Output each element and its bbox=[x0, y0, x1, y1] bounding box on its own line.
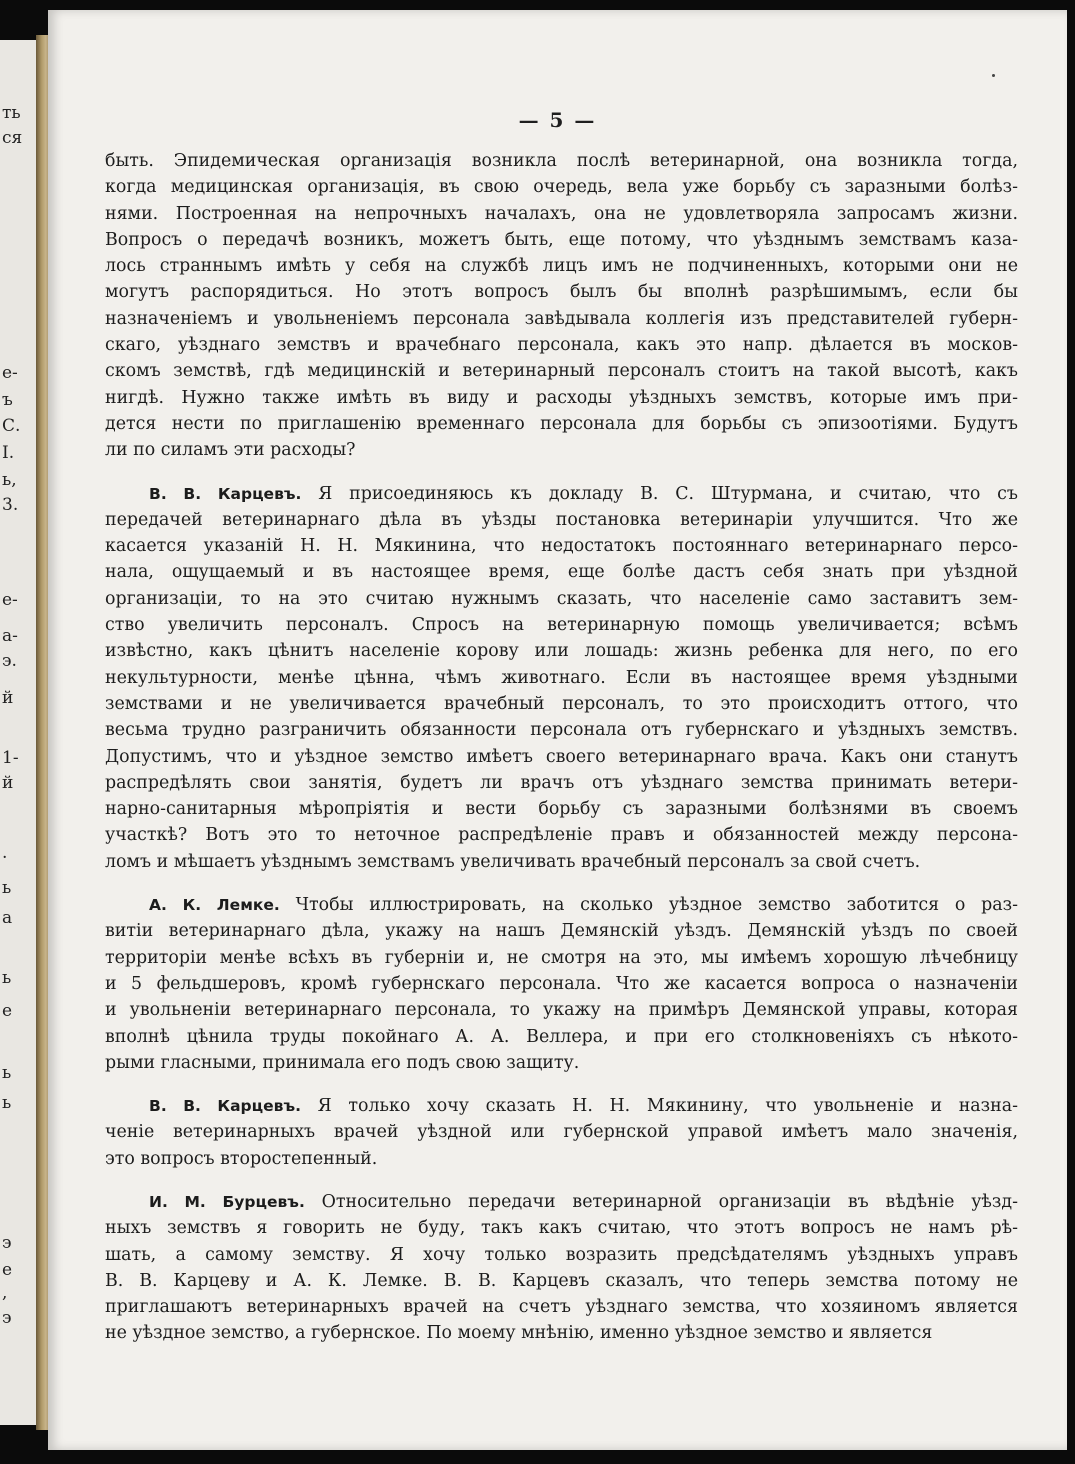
adjacent-page-fragment: 3. bbox=[2, 495, 19, 515]
line-text: Чтобы иллюстрировать, на сколько уѣздное земство заботится о раз- bbox=[279, 895, 1018, 916]
text-line: приглашаютъ ветеринарныхъ врачей на счетъ уѣзднаго земства, что хозяиномъ является bbox=[105, 1297, 1018, 1318]
text-line: организаціи, то на это считаю нужнымъ сказать, что населеніе само заставитъ зем- bbox=[105, 588, 1018, 609]
text-line: весьма трудно разграничить обязанности персонала отъ губернскаго и уѣздныхъ земствъ. bbox=[105, 720, 1018, 741]
text-line bbox=[105, 481, 1018, 507]
text-line: когда медицинская организація, въ свою очередь, вела уже борьбу съ заразными болѣз- bbox=[105, 177, 1018, 198]
text-line: это вопросъ второстепенный. bbox=[105, 1148, 378, 1169]
adjacent-page-fragment: е- bbox=[2, 590, 18, 610]
adjacent-page-fragment: э bbox=[2, 1308, 12, 1328]
adjacent-page-fragment: е- bbox=[2, 363, 18, 383]
text-line: скаго, уѣзднаго земствъ и врачебнаго персонала, какъ это напр. дѣлается въ москов- bbox=[105, 335, 1018, 356]
adjacent-page-fragment: ь bbox=[2, 968, 12, 988]
text-line: дется нести по приглашенію временнаго персонала для борьбы съ эпизоотіями. Будутъ bbox=[105, 413, 1018, 434]
adjacent-page-fragment: ь bbox=[2, 1093, 12, 1113]
text-line: земствами и не увеличивается врачебный персоналъ, то это происходитъ оттого, что bbox=[105, 693, 1018, 714]
adjacent-page-fragment: ъ bbox=[2, 390, 13, 410]
adjacent-page-fragment: ть bbox=[2, 103, 21, 123]
text-line: быть. Эпидемическая организація возникла послѣ ветеринарной, она возникла тогда, bbox=[105, 151, 1018, 171]
text-line: касается указаній Н. Н. Мякинина, что недостатокъ постояннаго ветеринарнаго персо- bbox=[105, 536, 1018, 557]
paragraph-gap bbox=[105, 1172, 1018, 1189]
text-line: ломъ и мѣшаетъ уѣзднымъ земствамъ увеличивать врачебный персоналъ за свой счетъ. bbox=[105, 851, 921, 872]
text-line: ныхъ земствъ я говорить не буду, такъ какъ считаю, что этотъ вопросъ не намъ рѣ- bbox=[105, 1218, 1018, 1239]
text-line: ченіе ветеринарныхъ врачей уѣздной или губернской управой имѣетъ мало значенія, bbox=[105, 1122, 1018, 1143]
document-page bbox=[48, 10, 1067, 1450]
adjacent-page-fragment: I. bbox=[2, 443, 15, 463]
speaker-name: А. К. Лемке. bbox=[149, 896, 280, 915]
text-line: ли по силамъ эти расходы? bbox=[105, 440, 356, 461]
text-line: не уѣздное земство, а губернское. По моему мнѣнію, именно уѣздное земство и является bbox=[105, 1323, 933, 1344]
text-line: распредѣлять свои занятія, будетъ ли врачъ отъ уѣзднаго земства принимать ветери- bbox=[105, 772, 1018, 793]
adjacent-page-fragment: ь, bbox=[2, 470, 17, 490]
adjacent-page-fragment: С. bbox=[2, 416, 21, 436]
text-line: передачей ветеринарнаго дѣла въ уѣзды постановка ветеринаріи улучшится. Что же bbox=[105, 509, 1018, 530]
text-line: вполнѣ цѣнила труды покойнаго А. А. Веллера, и при его столкновеніяхъ съ нѣкото- bbox=[105, 1026, 1018, 1047]
text-line: рыми гласными, принимала его подъ свою защиту. bbox=[105, 1052, 580, 1073]
adjacent-page-fragment: , bbox=[2, 1283, 8, 1303]
text-line: нала, ощущаемый и въ настоящее время, еще болѣе дастъ себя знать при уѣздной bbox=[105, 562, 1018, 583]
adjacent-page-fragment: э. bbox=[2, 651, 17, 671]
adjacent-page-fragment: э bbox=[2, 1233, 12, 1253]
adjacent-page-fragment: . bbox=[2, 843, 8, 863]
text-line: территоріи менѣе всѣхъ въ губерніи и, не смотря на это, мы имѣемъ хорошую лѣчебницу bbox=[105, 947, 1018, 968]
speaker-name: В. В. Карцевъ. bbox=[149, 484, 302, 503]
text-line: назначеніемъ и увольненіемъ персонала завѣдывала коллегія изъ представителей губерн- bbox=[105, 308, 1018, 329]
text-line bbox=[105, 892, 1018, 918]
adjacent-page-fragment: е bbox=[2, 1260, 13, 1280]
paragraph-gap bbox=[105, 875, 1018, 892]
text-line: и увольненіи ветеринарнаго персонала, то укажу на примѣръ Демянской управы, которая bbox=[105, 1000, 1018, 1021]
text-line: ство увеличить персоналъ. Спросъ на ветеринарную помощь увеличивается; всѣмъ bbox=[105, 615, 1018, 636]
adjacent-page-fragment: й bbox=[2, 688, 14, 708]
text-line: нарно-санитарныя мѣропріятія и вести борьбу съ заразными болѣзнями въ своемъ bbox=[105, 799, 1018, 820]
adjacent-page-fragment: й bbox=[2, 773, 14, 793]
line-text: Я только хочу сказать Н. Н. Мякинину, что увольненіе и назна- bbox=[301, 1096, 1018, 1117]
paragraph-gap bbox=[105, 464, 1018, 481]
paragraph-gap bbox=[105, 1076, 1018, 1093]
speck-mark bbox=[992, 74, 995, 77]
text-line: В. В. Карцеву и А. К. Лемке. В. В. Карцевъ сказалъ, что теперь земства потому не bbox=[105, 1270, 1018, 1291]
adjacent-page-fragment: а bbox=[2, 908, 13, 928]
text-line bbox=[105, 1093, 1018, 1119]
page-body bbox=[105, 148, 1018, 1347]
text-line: участкѣ? Вотъ это то неточное распредѣленіе правъ и обязанностей между персона- bbox=[105, 825, 1018, 846]
text-line: витіи ветеринарнаго дѣла, укажу на нашъ Демянскій уѣздъ. Демянскій уѣздъ по своей bbox=[105, 921, 1018, 942]
text-line: нями. Построенная на непрочныхъ началахъ, она не удовлетворяла запросамъ жизни. bbox=[105, 203, 1018, 224]
text-line: скомъ земствѣ, гдѣ медицинскій и ветеринарный персоналъ стоитъ на такой высотѣ, какъ bbox=[105, 361, 1018, 382]
text-line bbox=[105, 1189, 1018, 1215]
text-line: шать, а самому земству. Я хочу только возразить предсѣдателямъ уѣздныхъ управъ bbox=[105, 1244, 1018, 1265]
line-text: Я присоединяюсь къ докладу В. С. Штурмана, и считаю, что съ bbox=[301, 483, 1018, 504]
adjacent-page-fragment: ся bbox=[2, 128, 23, 148]
speaker-name: И. М. Бурцевъ. bbox=[149, 1192, 305, 1211]
text-line: и 5 фельдшеровъ, кромѣ губернскаго персонала. Что же касается вопроса о назначеніи bbox=[105, 973, 1018, 994]
text-line: некультурности, менѣе цѣнна, чѣмъ животнаго. Если въ настоящее время уѣздными bbox=[105, 667, 1018, 688]
text-line: лось страннымъ имѣть у себя на службѣ лицъ имъ не подчиненныхъ, которыми они не bbox=[105, 256, 1018, 277]
text-line: Вопросъ о передачѣ возникъ, можетъ быть, еще потому, что уѣзднымъ земствамъ каза- bbox=[105, 229, 1018, 250]
line-text: Относительно передачи ветеринарной организаціи въ вѣдѣніе уѣзд- bbox=[304, 1191, 1018, 1212]
adjacent-page-fragment: 1- bbox=[2, 748, 19, 768]
text-line: могутъ распорядиться. Но этотъ вопросъ былъ бы вполнѣ разрѣшимымъ, если бы bbox=[105, 282, 1018, 303]
text-line: извѣстно, какъ цѣнитъ населеніе корову или лошадь: жизнь ребенка для него, по его bbox=[105, 641, 1018, 662]
adjacent-page-fragment: ь bbox=[2, 1063, 12, 1083]
speaker-name: В. В. Карцевъ. bbox=[149, 1097, 302, 1116]
page-number: — 5 — bbox=[518, 108, 597, 132]
adjacent-page-fragment: а- bbox=[2, 626, 18, 646]
text-line: нигдѣ. Нужно также имѣть въ виду и расходы уѣздныхъ земствъ, которые имъ при- bbox=[105, 387, 1018, 408]
text-line: Допустимъ, что и уѣздное земство имѣетъ своего ветеринарнаго врача. Какъ они станутъ bbox=[105, 746, 1018, 767]
adjacent-page-fragment: ь bbox=[2, 878, 12, 898]
adjacent-page-fragment: е bbox=[2, 1001, 13, 1021]
